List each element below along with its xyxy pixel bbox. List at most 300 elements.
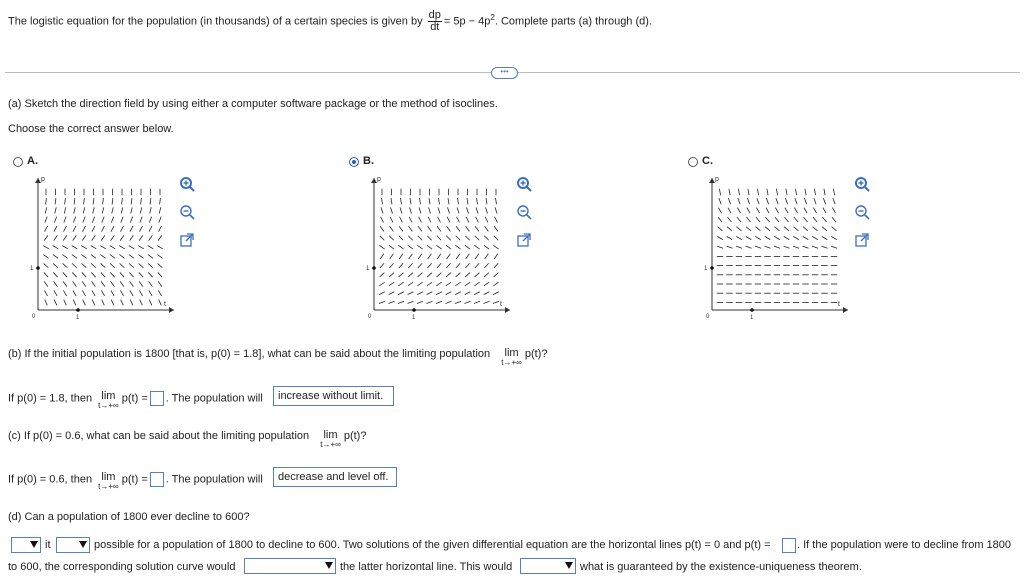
slope-segment bbox=[92, 226, 95, 232]
y-tick-1-label: 1 bbox=[366, 266, 370, 272]
slope-segment bbox=[747, 208, 750, 214]
slope-segment bbox=[110, 255, 115, 259]
slope-segment bbox=[417, 245, 422, 249]
slope-segment bbox=[150, 207, 152, 213]
slope-segment bbox=[157, 255, 162, 259]
slope-segment bbox=[400, 198, 401, 204]
option-c-zoom-in-icon[interactable] bbox=[853, 175, 871, 193]
x-tick-1-dot bbox=[750, 308, 754, 312]
chevron-down-icon bbox=[325, 562, 333, 569]
slope-segment bbox=[418, 254, 422, 259]
x-tick-1-label: 1 bbox=[76, 315, 80, 321]
slope-segment bbox=[111, 217, 113, 223]
slope-segment bbox=[495, 207, 497, 213]
slope-segment bbox=[746, 227, 751, 231]
slope-segment bbox=[814, 189, 815, 195]
slope-segment bbox=[158, 290, 161, 296]
question-text bbox=[8, 10, 652, 33]
slope-segment bbox=[122, 198, 123, 204]
slope-segment bbox=[484, 273, 489, 277]
option-b-zoom-in-icon[interactable] bbox=[515, 175, 533, 193]
derivative-fraction bbox=[428, 10, 442, 33]
slope-segment bbox=[111, 226, 114, 232]
slope-segment bbox=[158, 281, 162, 286]
x-tick-1-label: 1 bbox=[750, 315, 754, 321]
slope-segment bbox=[408, 245, 413, 249]
slope-segment bbox=[157, 246, 163, 249]
slope-segment bbox=[92, 235, 96, 240]
slope-segment bbox=[130, 290, 133, 296]
slope-segment bbox=[418, 263, 422, 268]
slope-segment bbox=[766, 198, 768, 204]
slope-segment bbox=[419, 198, 420, 204]
lim-word: lim bbox=[504, 347, 519, 359]
slope-segment bbox=[139, 281, 143, 286]
lim-subscript: t→+∞ bbox=[98, 482, 119, 491]
more-button[interactable]: ••• bbox=[491, 67, 518, 79]
slope-segment bbox=[138, 255, 143, 259]
slope-segment bbox=[802, 246, 808, 248]
slope-segment bbox=[410, 207, 412, 213]
slope-segment bbox=[831, 236, 837, 239]
slope-segment bbox=[102, 217, 104, 223]
slope-segment bbox=[417, 292, 423, 295]
slope-segment bbox=[149, 226, 152, 232]
slope-segment bbox=[803, 227, 808, 231]
slope-segment bbox=[833, 198, 835, 204]
slope-segment bbox=[746, 217, 750, 222]
part-d-line2-end: what is guaranteed by the existence-uniqueness theorem. bbox=[580, 561, 862, 573]
lim-word: lim bbox=[101, 471, 116, 483]
slope-segment bbox=[100, 246, 106, 249]
slope-segment bbox=[756, 208, 759, 214]
slope-segment bbox=[456, 273, 461, 277]
slope-segment bbox=[130, 217, 132, 223]
slope-segment bbox=[786, 189, 787, 195]
equation-rhs: = 5p − 4p bbox=[443, 15, 491, 28]
slope-segment bbox=[82, 281, 86, 286]
option-a-enlarge-icon[interactable] bbox=[178, 231, 196, 249]
slope-segment bbox=[148, 246, 154, 249]
slope-segment bbox=[119, 255, 124, 259]
slope-segment bbox=[427, 292, 433, 295]
slope-segment bbox=[784, 227, 789, 231]
slope-segment bbox=[399, 254, 403, 259]
slope-segment bbox=[737, 208, 740, 214]
slope-segment bbox=[719, 198, 721, 204]
slope-segment bbox=[121, 207, 123, 213]
part-c-limit bbox=[320, 430, 341, 450]
slope-segment bbox=[82, 263, 87, 267]
slope-segment bbox=[148, 263, 153, 267]
slope-segment bbox=[467, 207, 469, 213]
slope-segment bbox=[83, 299, 86, 305]
slope-segment bbox=[62, 255, 67, 259]
slope-segment bbox=[456, 236, 461, 241]
slope-segment bbox=[813, 208, 816, 214]
slope-segment bbox=[804, 198, 806, 204]
option-c-enlarge-icon[interactable] bbox=[853, 231, 871, 249]
slope-segment bbox=[129, 246, 135, 249]
slope-segment bbox=[158, 272, 162, 277]
slope-segment bbox=[428, 226, 432, 231]
slope-segment bbox=[73, 235, 77, 240]
slope-segment bbox=[73, 281, 77, 286]
option-b-enlarge-icon[interactable] bbox=[515, 231, 533, 249]
slope-segment bbox=[437, 263, 441, 268]
part-d-line1-text: possible for a population of 1800 to decline to 600. Two solutions of the given differential equation are the horizontal lines p(t) = 0 and p(t) = bbox=[94, 539, 771, 551]
slope-segment bbox=[110, 246, 116, 249]
slope-segment bbox=[139, 226, 142, 232]
part-d-dropdown-4[interactable] bbox=[520, 558, 576, 574]
slope-segment bbox=[448, 198, 449, 204]
lim-word: lim bbox=[101, 390, 116, 402]
slope-segment bbox=[148, 255, 153, 259]
slope-segment bbox=[119, 246, 125, 249]
slope-segment bbox=[484, 292, 490, 295]
part-d-dropdown-1[interactable] bbox=[11, 537, 41, 553]
slope-segment bbox=[437, 226, 441, 231]
option-c-radio[interactable] bbox=[688, 157, 698, 167]
slope-segment bbox=[493, 245, 498, 249]
slope-segment bbox=[389, 236, 394, 241]
slope-segment bbox=[380, 236, 385, 241]
slope-segment bbox=[446, 292, 452, 295]
part-d-dropdown-2[interactable] bbox=[56, 537, 90, 553]
slope-segment bbox=[149, 235, 153, 240]
slope-segment bbox=[455, 282, 460, 286]
slope-segment bbox=[445, 301, 451, 303]
part-a-prompt: (a) Sketch the direction field by using either a computer software package or the method of isoclines. bbox=[8, 98, 498, 110]
slope-segment bbox=[121, 299, 124, 305]
slope-segment bbox=[738, 189, 739, 195]
slope-segment bbox=[485, 217, 488, 223]
slope-segment bbox=[494, 263, 498, 268]
slope-segment bbox=[380, 254, 384, 259]
slope-segment bbox=[765, 217, 769, 222]
slope-segment bbox=[494, 226, 498, 231]
slope-segment bbox=[53, 272, 57, 277]
slope-segment bbox=[82, 226, 85, 232]
part-c-selected-answer[interactable]: decrease and level off. bbox=[273, 467, 397, 487]
y-tick-1-dot bbox=[710, 266, 714, 270]
slope-segment bbox=[494, 236, 499, 241]
slope-segment bbox=[727, 227, 732, 231]
x-tick-1-dot bbox=[412, 308, 416, 312]
slope-segment bbox=[793, 246, 799, 248]
slope-segment bbox=[381, 217, 384, 223]
slope-segment bbox=[438, 198, 439, 204]
slope-segment bbox=[446, 263, 450, 268]
slope-segment bbox=[111, 281, 115, 286]
y-tick-1-label: 1 bbox=[704, 266, 708, 272]
slope-segment bbox=[91, 263, 96, 267]
slope-segment bbox=[466, 226, 470, 231]
slope-segment bbox=[426, 301, 432, 303]
part-d-dropdown-3[interactable] bbox=[244, 558, 336, 574]
slope-segment bbox=[833, 189, 834, 195]
slope-segment bbox=[814, 198, 816, 204]
slope-segment bbox=[149, 299, 152, 305]
slope-segment bbox=[757, 189, 758, 195]
slope-segment bbox=[804, 208, 807, 214]
slope-segment bbox=[398, 301, 404, 303]
slope-segment bbox=[823, 198, 825, 204]
slope-segment bbox=[129, 272, 133, 277]
slope-segment bbox=[467, 198, 468, 204]
slope-segment bbox=[748, 189, 749, 195]
slope-segment bbox=[793, 236, 799, 239]
slope-segment bbox=[446, 282, 451, 286]
slope-segment bbox=[484, 282, 489, 286]
slope-segment bbox=[43, 255, 48, 259]
t-axis-label: t bbox=[500, 301, 502, 308]
part-a-instruction: Choose the correct answer below. bbox=[8, 123, 174, 135]
slope-segment bbox=[110, 263, 115, 267]
lim-subscript: t→+∞ bbox=[320, 440, 341, 449]
slope-segment bbox=[72, 246, 78, 249]
slope-segment bbox=[728, 208, 731, 214]
part-c-limit-input[interactable] bbox=[150, 472, 164, 487]
slope-segment bbox=[474, 282, 479, 286]
slope-segment bbox=[81, 246, 87, 249]
slope-segment bbox=[149, 217, 151, 223]
lim-subscript: t→+∞ bbox=[98, 401, 119, 410]
slope-segment bbox=[718, 227, 723, 231]
slope-segment bbox=[139, 263, 144, 267]
slope-segment bbox=[408, 273, 413, 277]
slope-segment bbox=[408, 236, 413, 241]
slope-segment bbox=[63, 272, 67, 277]
slope-segment bbox=[150, 198, 151, 204]
question-outro: . Complete parts (a) through (d). bbox=[494, 15, 652, 28]
slope-segment bbox=[409, 254, 413, 259]
part-d-line1-end: . If the population were to decline from 1800 bbox=[797, 539, 1012, 551]
slope-segment bbox=[381, 207, 383, 213]
slope-segment bbox=[476, 207, 478, 213]
slope-segment bbox=[130, 226, 133, 232]
slope-segment bbox=[493, 301, 499, 303]
slope-segment bbox=[63, 263, 68, 267]
slope-segment bbox=[389, 245, 394, 249]
chevron-down-icon bbox=[565, 562, 573, 569]
slope-segment bbox=[140, 299, 143, 305]
option-b-radio[interactable] bbox=[349, 157, 359, 167]
slope-segment bbox=[103, 198, 104, 204]
slope-segment bbox=[822, 217, 826, 222]
slope-segment bbox=[381, 198, 382, 204]
part-b-answer-expr: p(t) = bbox=[121, 392, 148, 405]
slope-segment bbox=[379, 282, 384, 286]
slope-segment bbox=[44, 235, 48, 240]
slope-segment bbox=[756, 217, 760, 222]
slope-segment bbox=[465, 273, 470, 277]
fraction-numerator: dp bbox=[428, 9, 441, 21]
slope-segment bbox=[718, 208, 721, 214]
slope-segment bbox=[54, 235, 58, 240]
slope-segment bbox=[484, 263, 488, 268]
slope-segment bbox=[379, 301, 385, 303]
slope-segment bbox=[53, 255, 58, 259]
option-a-zoom-out-icon[interactable] bbox=[178, 203, 196, 221]
slope-segment bbox=[129, 255, 134, 259]
slope-segment bbox=[408, 292, 414, 295]
part-b-answer-limit bbox=[98, 391, 119, 411]
slope-segment bbox=[775, 227, 780, 231]
part-c-after-box: . The population will bbox=[165, 473, 263, 486]
slope-segment bbox=[45, 207, 47, 213]
slope-segment bbox=[493, 292, 499, 295]
slope-segment bbox=[436, 245, 441, 249]
slope-segment bbox=[427, 263, 431, 268]
slope-segment bbox=[64, 217, 66, 223]
part-b-limit bbox=[501, 348, 522, 368]
slope-segment bbox=[457, 207, 459, 213]
slope-segment bbox=[407, 301, 413, 303]
slope-segment bbox=[54, 217, 56, 223]
slope-segment bbox=[129, 263, 134, 267]
slope-segment bbox=[139, 272, 143, 277]
slope-segment bbox=[84, 198, 85, 204]
slope-segment bbox=[389, 282, 394, 286]
option-a-radio[interactable] bbox=[13, 157, 23, 167]
p-axis-label: p bbox=[41, 176, 45, 183]
slope-segment bbox=[774, 246, 780, 248]
slope-segment bbox=[717, 236, 723, 239]
slope-segment bbox=[379, 245, 384, 249]
slope-segment bbox=[73, 226, 76, 232]
slope-segment bbox=[755, 246, 761, 248]
option-a-zoom-in-icon[interactable] bbox=[178, 175, 196, 193]
slope-segment bbox=[465, 236, 470, 241]
slope-segment bbox=[101, 263, 106, 267]
slope-segment bbox=[101, 290, 104, 296]
slope-segment bbox=[44, 281, 48, 286]
slope-segment bbox=[83, 207, 85, 213]
slope-segment bbox=[436, 292, 442, 295]
slope-segment bbox=[418, 273, 423, 277]
slope-segment bbox=[428, 254, 432, 259]
option-b-zoom-out-icon[interactable] bbox=[515, 203, 533, 221]
slope-segment bbox=[159, 299, 162, 305]
slope-segment bbox=[474, 292, 480, 295]
slope-segment bbox=[427, 282, 432, 286]
slope-segment bbox=[81, 255, 86, 259]
slope-segment bbox=[53, 263, 58, 267]
slope-segment bbox=[130, 299, 133, 305]
slope-segment bbox=[160, 198, 161, 204]
slope-segment bbox=[436, 282, 441, 286]
slope-segment bbox=[803, 236, 809, 239]
slope-segment bbox=[92, 217, 94, 223]
slope-segment bbox=[159, 207, 161, 213]
slope-segment bbox=[775, 208, 778, 214]
slope-segment bbox=[755, 236, 761, 239]
slope-segment bbox=[774, 236, 780, 239]
x-tick-1-label: 1 bbox=[412, 315, 416, 321]
slope-segment bbox=[54, 226, 57, 232]
slope-segment bbox=[747, 198, 749, 204]
slope-segment bbox=[74, 198, 75, 204]
slope-segment bbox=[436, 301, 442, 303]
slope-segment bbox=[388, 301, 394, 303]
slope-segment bbox=[475, 236, 480, 241]
slope-segment bbox=[91, 255, 96, 259]
slope-segment bbox=[120, 281, 124, 286]
slope-segment bbox=[44, 290, 47, 296]
slope-segment bbox=[757, 198, 759, 204]
slope-segment bbox=[795, 198, 797, 204]
slope-segment bbox=[389, 273, 394, 277]
slope-segment bbox=[475, 263, 479, 268]
slope-segment bbox=[92, 281, 96, 286]
slope-segment bbox=[44, 263, 49, 267]
part-b-answer-prefix: If p(0) = 1.8, then bbox=[8, 392, 93, 405]
slope-segment bbox=[111, 299, 114, 305]
slope-segment bbox=[102, 299, 105, 305]
slope-segment bbox=[727, 236, 733, 239]
slope-segment bbox=[455, 301, 461, 303]
slope-segment bbox=[380, 273, 385, 277]
slope-segment bbox=[447, 254, 451, 259]
part-d-equilibrium-input[interactable] bbox=[782, 538, 796, 553]
slope-segment bbox=[795, 189, 796, 195]
part-d-line2-start: to 600, the corresponding solution curve would bbox=[8, 561, 236, 573]
slope-segment bbox=[494, 273, 499, 277]
slope-segment bbox=[44, 226, 47, 232]
slope-segment bbox=[832, 217, 836, 222]
slope-segment bbox=[756, 227, 761, 231]
slope-segment bbox=[83, 217, 85, 223]
exponent: 2 bbox=[490, 12, 495, 22]
part-b-limit-input[interactable] bbox=[150, 391, 164, 406]
slope-segment bbox=[726, 246, 732, 248]
slope-segment bbox=[72, 272, 76, 277]
slope-segment bbox=[437, 254, 441, 259]
chevron-down-icon bbox=[79, 541, 87, 548]
option-c-zoom-out-icon[interactable] bbox=[853, 203, 871, 221]
slope-segment bbox=[438, 217, 441, 223]
slope-segment bbox=[91, 246, 97, 249]
slope-segment bbox=[823, 208, 826, 214]
slope-segment bbox=[389, 292, 395, 295]
slope-segment bbox=[417, 282, 422, 286]
slope-segment bbox=[44, 272, 48, 277]
slope-segment bbox=[455, 245, 460, 249]
slope-segment bbox=[112, 207, 114, 213]
part-b-selected-answer[interactable]: increase without limit. bbox=[273, 386, 394, 406]
slope-segment bbox=[485, 226, 489, 231]
slope-segment bbox=[121, 217, 123, 223]
slope-segment bbox=[380, 226, 384, 231]
slope-segment bbox=[456, 263, 460, 268]
slope-segment bbox=[398, 245, 403, 249]
slope-segment bbox=[476, 217, 479, 223]
lim-subscript: t→+∞ bbox=[501, 358, 522, 367]
slope-segment bbox=[737, 227, 742, 231]
slope-segment bbox=[63, 235, 67, 240]
option-c-label: C. bbox=[702, 155, 713, 167]
slope-segment bbox=[120, 235, 124, 240]
slope-segment bbox=[93, 198, 94, 204]
slope-segment bbox=[390, 226, 394, 231]
option-b-direction-field bbox=[364, 170, 514, 322]
part-b-prompt-text: (b) If the initial population is 1800 [that is, p(0) = 1.8], what can be said about the limiting population bbox=[8, 348, 491, 360]
slope-segment bbox=[410, 198, 411, 204]
slope-segment bbox=[457, 198, 458, 204]
slope-segment bbox=[55, 207, 57, 213]
part-c-prompt bbox=[8, 430, 366, 450]
